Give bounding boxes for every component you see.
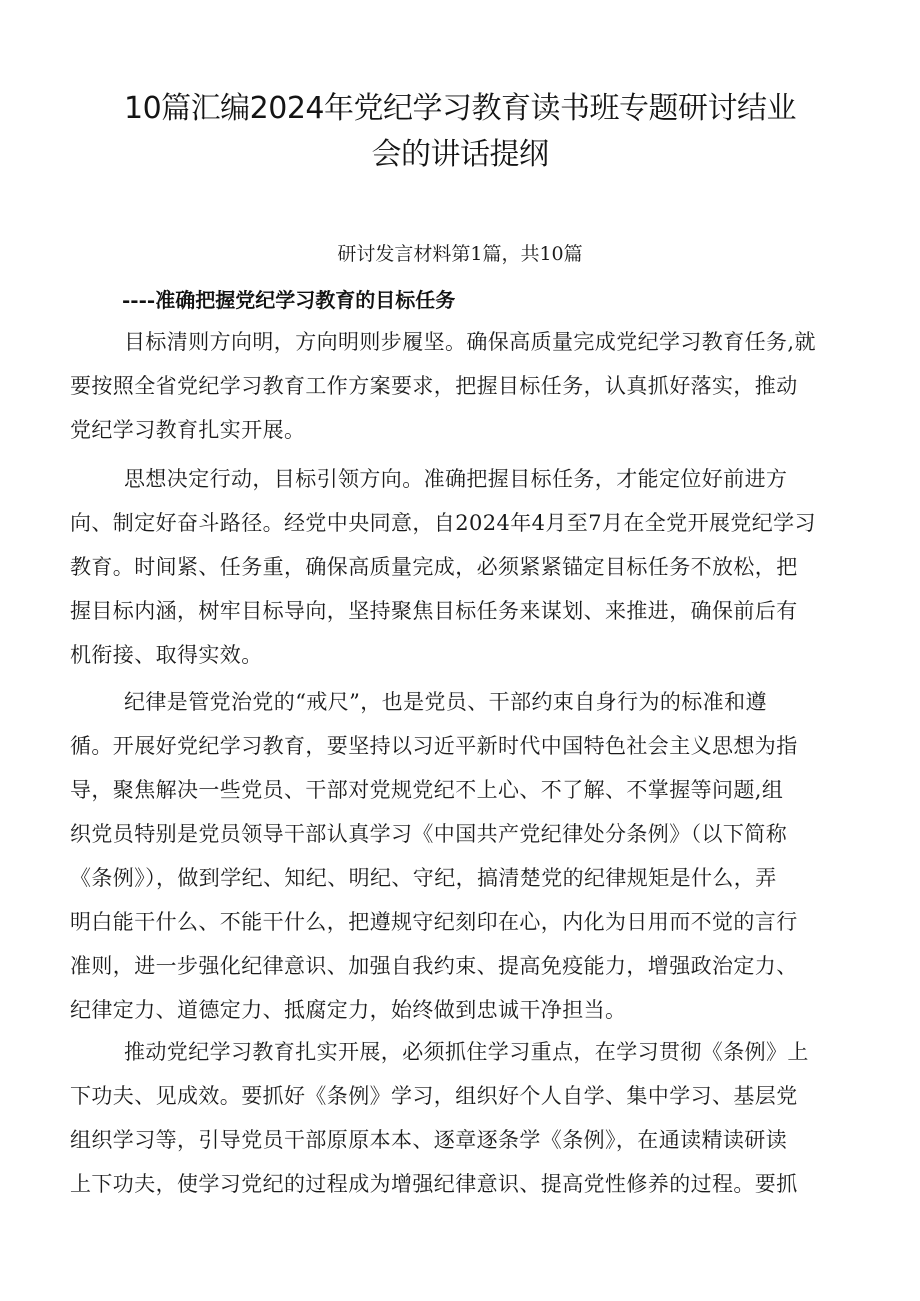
paragraph-line: 纪律定力、道德定力、抵腐定力，始终做到忠诚干净担当。 (70, 998, 627, 1022)
paragraph-3 (70, 680, 856, 1032)
paragraph-line: 向、制定好奋斗路径。经党中央同意，自2024年4月至7月在全党开展党纪学习 (70, 511, 816, 535)
paragraph-line: 《条例》），做到学纪、知纪、明纪、守纪，搞清楚党的纪律规矩是什么，弄 (70, 866, 777, 890)
paragraph-1 (70, 320, 856, 452)
paragraph-line: 下功夫、见成效。要抓好《条例》学习，组织好个人自学、集中学习、基层党 (70, 1084, 798, 1108)
paragraph-2 (70, 457, 856, 677)
paragraph-line: 上下功夫，使学习党纪的过程成为增强纪律意识、提高党性修养的过程。要抓 (70, 1172, 798, 1196)
document-subtitle: 研讨发言材料第1篇，共10篇 (337, 243, 583, 265)
paragraph-line: 要按照全省党纪学习教育工作方案要求，把握目标任务，认真抓好落实，推动 (70, 374, 798, 398)
paragraph-line: 纪律是管党治党的“戒尺”，也是党员、干部约束自身行为的标准和遵 (124, 690, 767, 714)
paragraph-line: 准则，进一步强化纪律意识、加强自我约束、提高免疫能力，增强政治定力、 (70, 954, 798, 978)
paragraph-line: 思想决定行动，目标引领方向。准确把握目标任务，才能定位好前进方 (124, 467, 788, 491)
paragraph-line: 织党员特别是党员领导干部认真学习《中国共产党纪律处分条例》（以下简称 (70, 822, 788, 846)
paragraph-line: 握目标内涵，树牢目标导向，坚持聚焦目标任务来谋划、来推进，确保前后有 (70, 599, 798, 623)
paragraph-line: 循。开展好党纪学习教育，要坚持以习近平新时代中国特色社会主义思想为指 (70, 734, 798, 758)
paragraph-line: 导，聚焦解决一些党员、干部对党规党纪不上心、不了解、不掌握等问题,组 (70, 778, 784, 802)
document-title (60, 86, 860, 178)
paragraph-line: 组织学习等，引导党员干部原原本本、逐章逐条学《条例》，在通读精读研读 (70, 1128, 788, 1152)
paragraph-line: 目标清则方向明，方向明则步履坚。确保高质量完成党纪学习教育任务,就 (124, 330, 816, 354)
paragraph-line: 推动党纪学习教育扎实开展，必须抓住学习重点，在学习贯彻《条例》上 (124, 1040, 809, 1064)
paragraph-line: 机衔接、取得实效。 (70, 643, 263, 667)
title-line-1: 10篇汇编2024年党纪学习教育读书班专题研讨结业 (123, 91, 797, 126)
title-line-2: 会的讲话提纲 (371, 137, 549, 172)
paragraph-line: 教育。时间紧、任务重，确保高质量完成，必须紧紧锚定目标任务不放松，把 (70, 555, 798, 579)
section-heading: ----准确把握党纪学习教育的目标任务 (122, 288, 456, 312)
paragraph-4 (70, 1030, 856, 1206)
paragraph-line: 明白能干什么、不能干什么，把遵规守纪刻印在心，内化为日用而不觉的言行 (70, 910, 798, 934)
paragraph-line: 党纪学习教育扎实开展。 (70, 418, 306, 442)
